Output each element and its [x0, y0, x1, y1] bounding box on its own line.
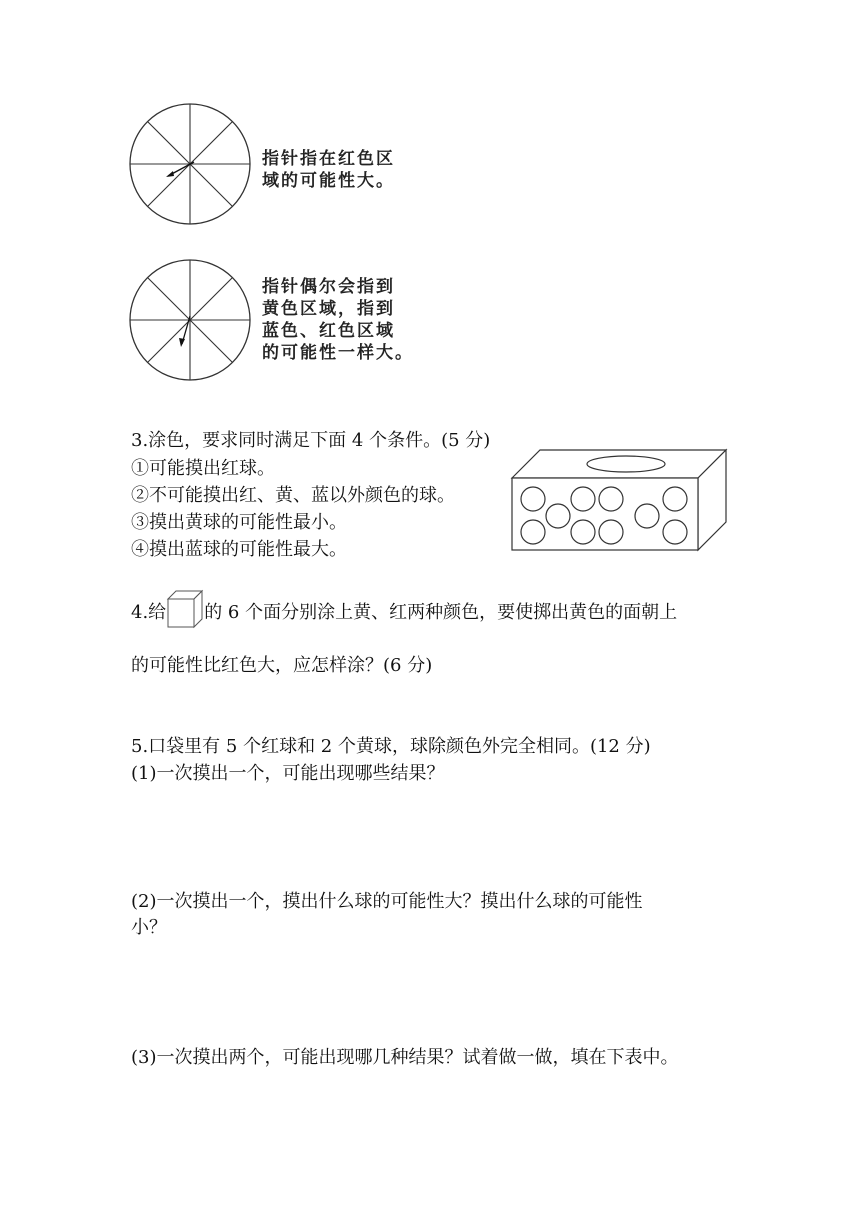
q4-line1 [131, 600, 677, 626]
ball [571, 487, 595, 511]
spinner-1 [128, 102, 252, 226]
ball [521, 487, 545, 511]
q5-part2-line2: 小？ [131, 917, 167, 938]
spinner-2-label [262, 276, 414, 364]
ball [599, 520, 623, 544]
ball [571, 520, 595, 544]
ball [599, 487, 623, 511]
q4-line2: 的可能性比红色大，应怎样涂？(6 分) [131, 655, 433, 676]
ball [663, 487, 687, 511]
ball [635, 504, 659, 528]
q4-suffix: 的 6 个面分别涂上黄、红两种颜色，要使掷出黄色的面朝上 [204, 602, 678, 623]
q5-part3: (3)一次摸出两个，可能出现哪几种结果？试着做一做，填在下表中。 [131, 1047, 679, 1068]
ball [521, 520, 545, 544]
q3-condition: ②不可能摸出红、黄、蓝以外颜色的球。 [131, 485, 455, 506]
spinner-2-label-line: 指针偶尔会指到 [262, 277, 395, 297]
ball [663, 520, 687, 544]
spinner-2-label-line: 蓝色、红色区域 [262, 321, 395, 341]
q3-conditions [131, 455, 455, 563]
ball [546, 504, 570, 528]
spinner-1-label-line: 指针指在红色区 [262, 149, 395, 169]
ball-box [510, 448, 730, 554]
q3-condition: ①可能摸出红球。 [131, 458, 275, 479]
q3-condition: ③摸出黄球的可能性最小。 [131, 512, 347, 533]
q5-title: 5.口袋里有 5 个红球和 2 个黄球，球除颜色外完全相同。(12 分) [131, 736, 651, 757]
box-opening [587, 456, 665, 472]
q3-title: 3.涂色，要求同时满足下面 4 个条件。(5 分) [131, 430, 491, 451]
q5-part1: (1)一次摸出一个，可能出现哪些结果？ [131, 763, 445, 784]
q5-part2-line1: (2)一次摸出一个，摸出什么球的可能性大？摸出什么球的可能性 [131, 891, 643, 912]
q4-prefix: 4.给 [131, 602, 167, 623]
spinner-2-label-line: 黄色区域，指到 [262, 299, 395, 319]
spinner-2 [128, 258, 252, 382]
spinner-1-label [262, 148, 395, 192]
cube-icon [166, 589, 204, 629]
q3-condition: ④摸出蓝球的可能性最大。 [131, 539, 347, 560]
spinner-1-label-line: 域的可能性大。 [262, 171, 395, 191]
spinner-2-label-line: 的可能性一样大。 [262, 343, 414, 363]
